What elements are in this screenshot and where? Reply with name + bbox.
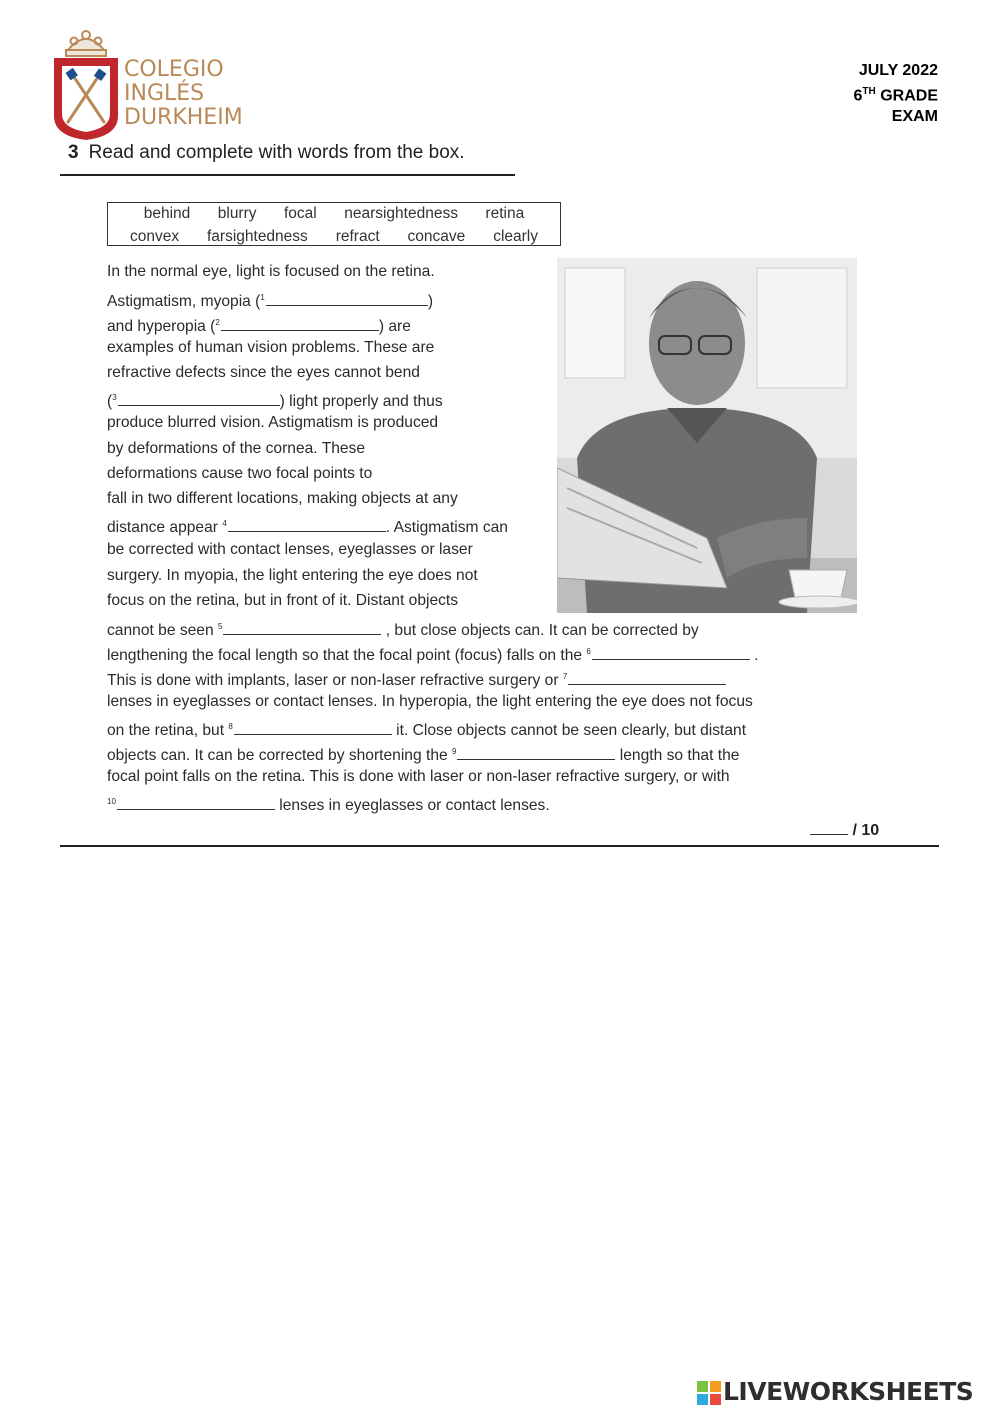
passage-line: This is done with implants, laser or non-laser refractive surgery or $^7$ [107, 667, 726, 691]
score-field [810, 820, 879, 840]
school-name-line-3: DURKHEIM [124, 105, 243, 130]
exam-label: EXAM [891, 108, 938, 126]
exercise-instruction: Read and complete with words from the box. [88, 142, 465, 163]
answer-blank-6[interactable] [592, 645, 750, 660]
title-underline [60, 174, 515, 176]
passage-line: refractive defects since the eyes cannot bend [107, 364, 420, 381]
exercise-title [68, 142, 465, 164]
school-name [124, 58, 243, 130]
liveworksheets-brand: LIVEWORKSHEETS [723, 1377, 974, 1406]
school-name-line-2: INGLÉS [124, 81, 205, 106]
passage-line: on the retina, but $^8$ it. Close objects cannot be seen clearly, but distant [107, 722, 747, 739]
passage-line: surgery. In myopia, the light entering the eye does not [107, 567, 478, 584]
liveworksheets-logo-icon [697, 1381, 721, 1405]
answer-blank-10[interactable] [117, 795, 275, 810]
passage-line: focal point falls on the retina. This is done with laser or non-laser refractive surgery, or with [107, 768, 730, 785]
word-item: behind [143, 205, 191, 222]
exam-month: JULY 2022 [858, 62, 938, 79]
word-item: nearsightedness [344, 205, 458, 222]
exercise-number: 3 [68, 142, 79, 163]
answer-blank-8[interactable] [234, 720, 392, 735]
passage-line: ($^3$ ) light properly and thus [107, 393, 443, 410]
answer-blank-1[interactable] [266, 291, 428, 306]
word-box [107, 202, 561, 246]
passage-line: objects can. It can be corrected by shortening the $^9$ length so that the [107, 747, 740, 764]
word-item: retina [485, 205, 525, 222]
word-box-row-1 [108, 205, 560, 223]
exam-info [854, 60, 938, 127]
passage-line: lenses in eyeglasses or contact lenses. In hyperopia, the light entering the eye does not focus [107, 693, 753, 710]
answer-blank-9[interactable] [457, 745, 615, 760]
answer-blank-2[interactable] [221, 316, 379, 331]
passage-line: $^{10}$ lenses in eyeglasses or contact lenses. [107, 797, 550, 814]
passage-line: distance appear $^4$ . Astigmatism can [107, 519, 508, 536]
word-item: convex [129, 228, 180, 245]
answer-blank-5[interactable] [223, 620, 381, 635]
passage-line: In the normal eye, light is focused on the retina. [107, 263, 435, 280]
word-box-row-2 [108, 228, 560, 246]
passage-line: and hyperopia ($^2$ ) are [107, 318, 411, 335]
answer-blank-7[interactable] [568, 670, 726, 685]
passage-line: Astigmatism, myopia ($^1$ ) [107, 293, 434, 310]
word-item: refract [335, 228, 380, 245]
crown-icon [66, 31, 106, 56]
passage-line: lengthening the focal length so that the focal point (focus) falls on the $^6$ . [107, 647, 759, 664]
passage-line: be corrected with contact lenses, eyeglasses or laser [107, 541, 473, 558]
passage-line: produce blurred vision. Astigmatism is produced [107, 414, 439, 431]
word-item: farsightedness [206, 228, 308, 245]
word-item: concave [407, 228, 466, 245]
passage-line: focus on the retina, but in front of it. Distant objects [107, 592, 459, 609]
word-item: focal [283, 205, 317, 222]
passage-line: by deformations of the cornea. These [107, 440, 366, 457]
exam-grade: 6TH GRADE [853, 86, 938, 105]
passage-line: examples of human vision problems. These are [107, 339, 435, 356]
school-name-line-1: COLEGIO [124, 57, 224, 82]
passage-line: deformations cause two focal points to [107, 465, 373, 482]
score-blank[interactable] [810, 820, 848, 835]
man-reading-newspaper-photo [557, 258, 857, 613]
section-divider [60, 845, 939, 847]
answer-blank-4[interactable] [228, 517, 386, 532]
word-item: clearly [493, 228, 538, 245]
word-item: blurry [217, 205, 257, 222]
answer-blank-3[interactable] [118, 391, 280, 406]
passage-line: fall in two different locations, making objects at any [107, 490, 458, 507]
score-total: / 10 [852, 822, 880, 839]
passage-line: cannot be seen $^5$ , but close objects can. It can be corrected by [107, 622, 699, 639]
